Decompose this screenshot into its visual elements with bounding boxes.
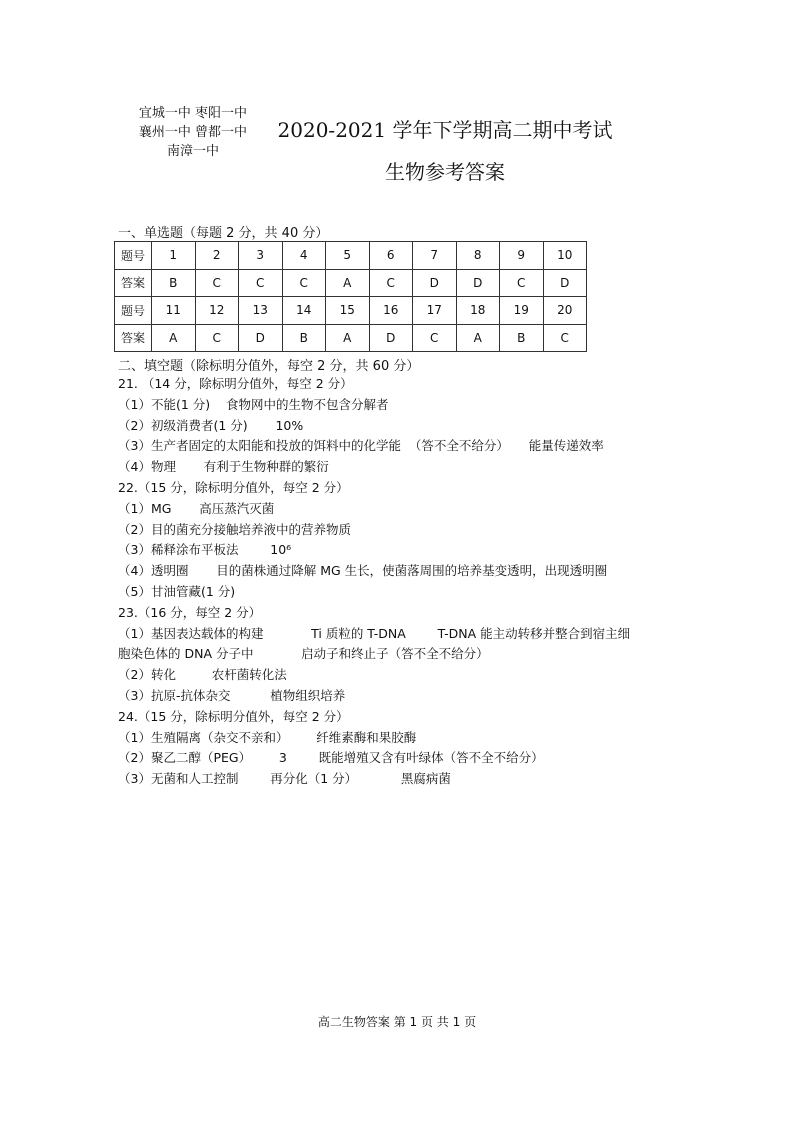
table-cell: 2 [195, 242, 239, 270]
school-line: 襄州一中 曾都一中 [138, 125, 248, 140]
table-cell: 17 [413, 297, 457, 325]
table-cell: 9 [500, 242, 544, 270]
answer-line: （5）甘油管藏(1 分) [118, 583, 236, 599]
table-cell: C [282, 269, 326, 297]
table-cell: 11 [152, 297, 196, 325]
answer-line: （3）无菌和人工控制 再分化（1 分） 黑腐病菌 [118, 771, 451, 787]
table-cell: A [326, 324, 370, 352]
table-cell: D [369, 324, 413, 352]
school-line: 南漳一中 [166, 144, 219, 159]
table-cell: A [456, 324, 500, 352]
table-row [115, 297, 587, 325]
page-title: 2020-2021 学年下学期高二期中考试 [277, 118, 613, 142]
answer-line: （2）目的菌充分接触培养液中的营养物质 [118, 521, 351, 537]
table-cell: 14 [282, 297, 326, 325]
answer-table [114, 241, 587, 352]
page-footer: 高二生物答案 第 1 页 共 1 页 [317, 1015, 477, 1029]
table-cell: D [413, 269, 457, 297]
row-label: 题号 [115, 297, 152, 325]
answer-line: （1）不能(1 分) 食物网中的生物不包含分解者 [118, 396, 389, 412]
table-cell: 8 [456, 242, 500, 270]
table-cell: D [239, 324, 283, 352]
answer-line: （3）生产者固定的太阳能和投放的饵料中的化学能 （答不全不给分） 能量传递效率 [118, 438, 604, 454]
answer-line: （1）生殖隔离（杂交不亲和） 纤维素酶和果胶酶 [118, 729, 417, 745]
table-cell: 20 [543, 297, 587, 325]
answer-line: （3）稀释涂布平板法 10⁶ [118, 542, 292, 558]
table-cell: C [369, 269, 413, 297]
school-line: 宜城一中 枣阳一中 [138, 106, 248, 121]
section2-heading: 二、填空题（除标明分值外，每空 2 分，共 60 分） [118, 359, 420, 374]
table-cell: C [195, 269, 239, 297]
table-cell: A [152, 324, 196, 352]
answer-lines [118, 374, 688, 790]
answer-line: （4）透明圈 目的菌株通过降解 MG 生长，使菌落周围的培养基变透明，出现透明圈 [118, 563, 608, 579]
table-cell: 4 [282, 242, 326, 270]
table-cell: B [282, 324, 326, 352]
table-cell: B [152, 269, 196, 297]
answer-line: 24.（15 分，除标明分值外，每空 2 分） [118, 708, 349, 724]
answer-line: （2）初级消费者(1 分) 10% [118, 417, 304, 433]
school-list [128, 104, 258, 161]
table-cell: C [543, 324, 587, 352]
table-cell: 19 [500, 297, 544, 325]
table-cell: 15 [326, 297, 370, 325]
page-subtitle: 生物参考答案 [385, 160, 505, 184]
table-cell: C [413, 324, 457, 352]
table-cell: 13 [239, 297, 283, 325]
table-cell: C [239, 269, 283, 297]
table-cell: B [500, 324, 544, 352]
answer-line: 23.（16 分，每空 2 分） [118, 604, 262, 620]
table-cell: 10 [543, 242, 587, 270]
table-cell: 16 [369, 297, 413, 325]
table-cell: 1 [152, 242, 196, 270]
table-cell: 5 [326, 242, 370, 270]
row-label: 答案 [115, 324, 152, 352]
answer-line: （1）基因表达载体的构建 Ti 质粒的 T-DNA T-DNA 能主动转移并整合到宿主细 [118, 625, 631, 641]
table-cell: C [500, 269, 544, 297]
table-cell: 7 [413, 242, 457, 270]
table-cell: 18 [456, 297, 500, 325]
table-cell: D [543, 269, 587, 297]
answer-line: 胞染色体的 DNA 分子中 启动子和终止子（答不全不给分） [118, 646, 489, 662]
table-row [115, 324, 587, 352]
table-cell: D [456, 269, 500, 297]
table-row [115, 242, 587, 270]
answer-line: （1）MG 高压蒸汽灭菌 [118, 500, 275, 516]
answer-line: 21. （14 分，除标明分值外，每空 2 分） [118, 376, 353, 391]
table-row [115, 269, 587, 297]
table-cell: 12 [195, 297, 239, 325]
table-cell: 3 [239, 242, 283, 270]
answer-line: （4）物理 有利于生物种群的繁衍 [118, 459, 329, 475]
section1-heading: 一、单选题（每题 2 分，共 40 分） [118, 226, 329, 241]
answer-line: 22.（15 分，除标明分值外，每空 2 分） [118, 479, 349, 495]
answer-line: （2）聚乙二醇（PEG） 3 既能增殖又含有叶绿体（答不全不给分） [118, 750, 544, 766]
row-label: 答案 [115, 269, 152, 297]
table-cell: A [326, 269, 370, 297]
row-label: 题号 [115, 242, 152, 270]
table-cell: 6 [369, 242, 413, 270]
answer-line: （2）转化 农杆菌转化法 [118, 667, 287, 683]
table-cell: C [195, 324, 239, 352]
answer-line: （3）抗原-抗体杂交 植物组织培养 [118, 687, 346, 703]
